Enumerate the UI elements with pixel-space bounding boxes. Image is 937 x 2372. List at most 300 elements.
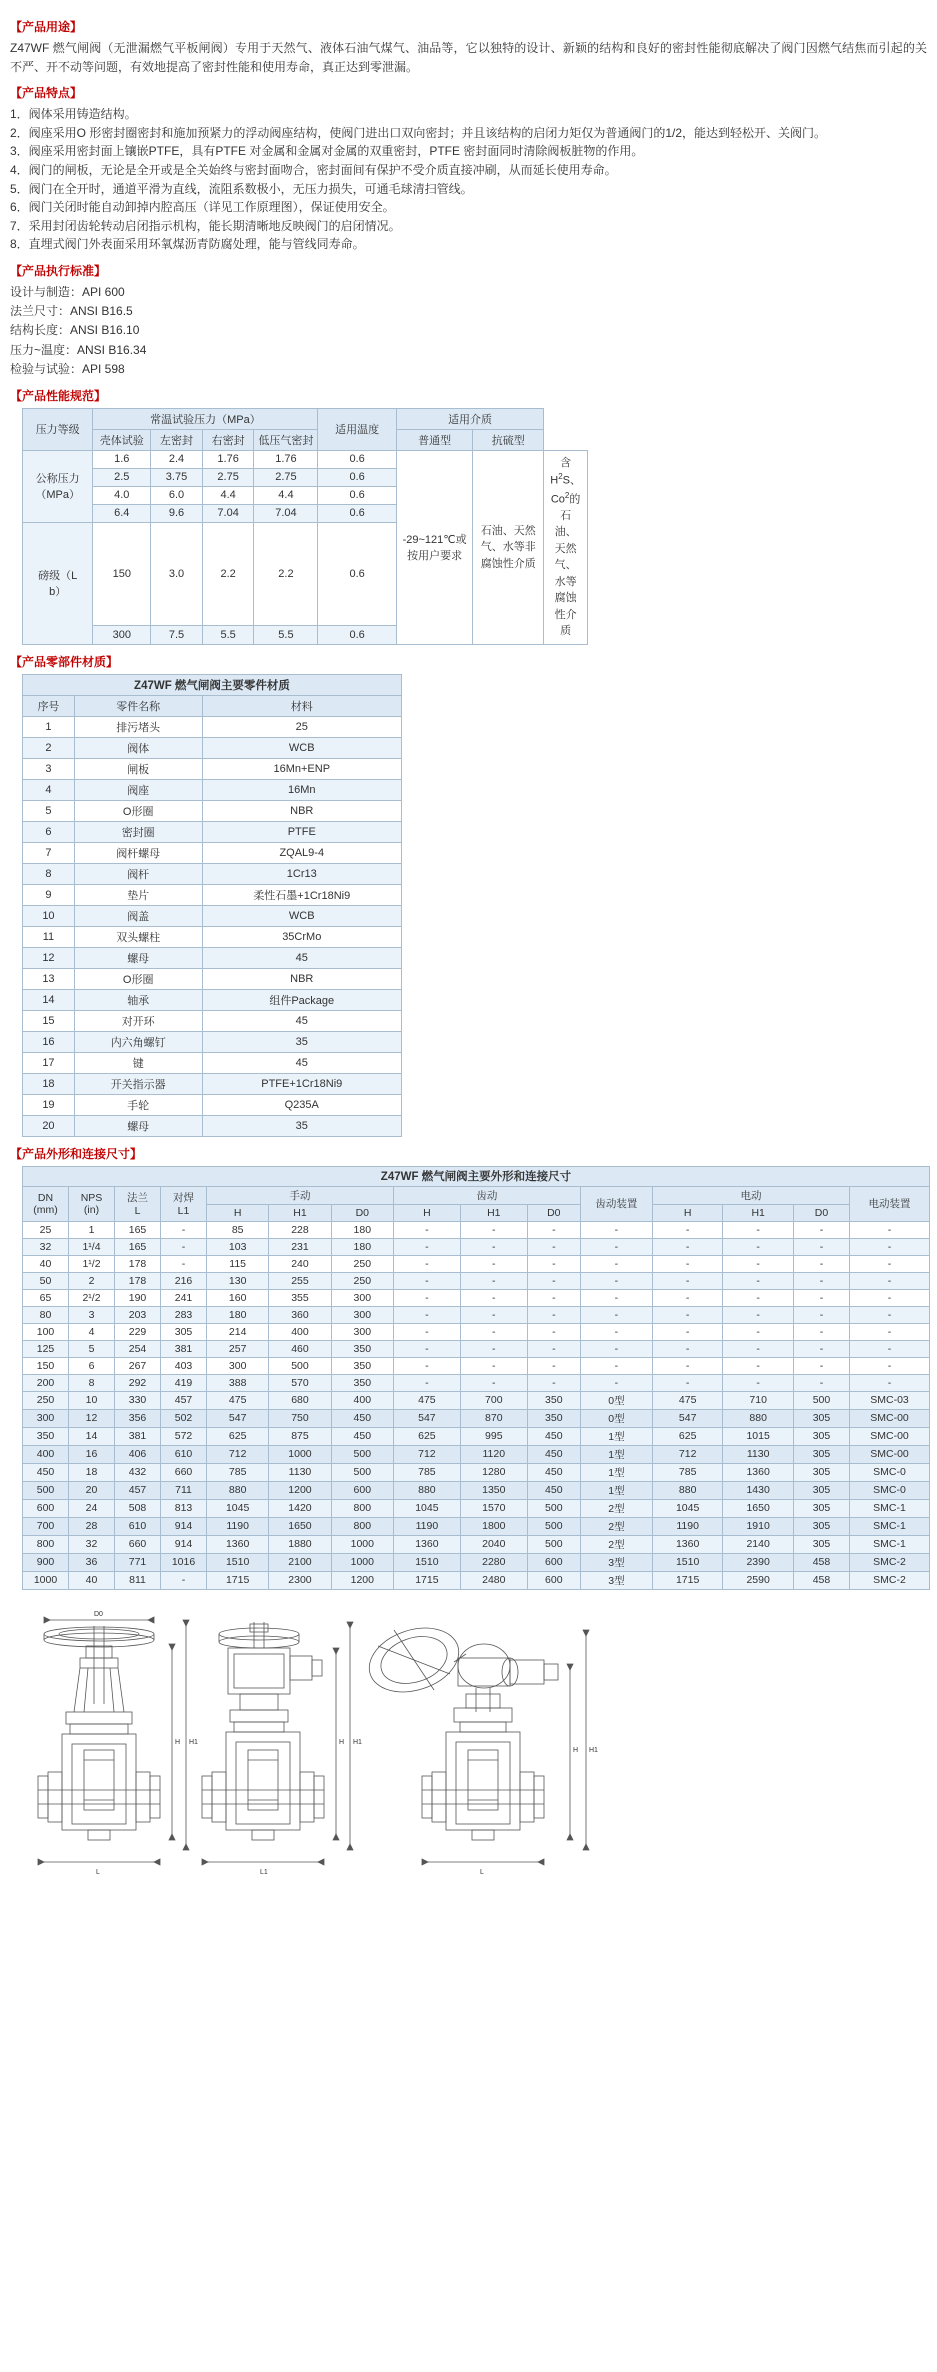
group-label-mpa: 公称压力 （MPa） <box>23 450 93 522</box>
cell: - <box>850 1357 930 1374</box>
cell: ZQAL9-4 <box>202 842 401 863</box>
cell: 1 <box>69 1221 115 1238</box>
cell: - <box>580 1357 652 1374</box>
cell: 500 <box>527 1517 580 1535</box>
cell: - <box>580 1306 652 1323</box>
cell: 1000 <box>331 1553 393 1571</box>
subheader-low-pressure-gas-seal: 低压气密封 <box>254 429 318 450</box>
cell: 7.04 <box>254 504 318 522</box>
cell: SMC-1 <box>850 1517 930 1535</box>
features-list <box>8 105 929 254</box>
cell: 1190 <box>207 1517 269 1535</box>
subheader-right-seal: 右密封 <box>202 429 254 450</box>
cell: - <box>793 1289 849 1306</box>
cell: 785 <box>652 1463 723 1481</box>
cell: 2 <box>23 737 75 758</box>
cell: 712 <box>652 1445 723 1463</box>
cell: 排污堵头 <box>74 716 202 737</box>
table-row <box>23 947 402 968</box>
cell: 45 <box>202 1010 401 1031</box>
cell: 200 <box>23 1374 69 1391</box>
cell: 880 <box>652 1481 723 1499</box>
table-row <box>23 1374 930 1391</box>
cell: 450 <box>527 1445 580 1463</box>
cell: - <box>460 1340 527 1357</box>
subheader-manual-h: H <box>207 1204 269 1221</box>
cell: - <box>793 1374 849 1391</box>
cell: 1715 <box>652 1571 723 1589</box>
table-row <box>23 905 402 926</box>
subheader-gear-h: H <box>393 1204 460 1221</box>
table-row <box>23 1031 402 1052</box>
cell: 300 <box>23 1409 69 1427</box>
cell: 1880 <box>269 1535 331 1553</box>
cell: - <box>161 1238 207 1255</box>
cell: 283 <box>161 1306 207 1323</box>
cell: 手轮 <box>74 1094 202 1115</box>
table-row <box>23 716 402 737</box>
cell: - <box>161 1255 207 1272</box>
cell: 阀杆螺母 <box>74 842 202 863</box>
table-row <box>23 1571 930 1589</box>
cell: - <box>652 1221 723 1238</box>
list-item: 3．阀座采用密封面上镶嵌PTFE，具有PTFE 对金属和金属对金属的双重密封，PTFE 密封面同时清除阀板脏物的作用。 <box>10 144 644 159</box>
table-title-row <box>23 1166 930 1186</box>
cell: - <box>652 1272 723 1289</box>
cell: 180 <box>331 1238 393 1255</box>
cell: - <box>652 1374 723 1391</box>
cell: 180 <box>331 1221 393 1238</box>
header-part-name: 零件名称 <box>74 695 202 716</box>
cell: - <box>393 1374 460 1391</box>
cell: 1型 <box>580 1427 652 1445</box>
cell: 500 <box>527 1535 580 1553</box>
cell: 6.0 <box>151 486 203 504</box>
cell: - <box>850 1221 930 1238</box>
header-media: 适用介质 <box>396 408 543 429</box>
cell: 457 <box>115 1481 161 1499</box>
section-title-materials: 【产品零部件材质】 <box>10 654 119 669</box>
cell: 1650 <box>269 1517 331 1535</box>
svg-text:D0: D0 <box>94 1610 103 1618</box>
cell: 18 <box>69 1463 115 1481</box>
cell: 870 <box>460 1409 527 1427</box>
cell: - <box>527 1374 580 1391</box>
cell: - <box>723 1357 794 1374</box>
table-row <box>23 1553 930 1571</box>
cell: - <box>723 1323 794 1340</box>
cell: - <box>460 1272 527 1289</box>
material-table <box>22 674 402 1137</box>
cell: 400 <box>269 1323 331 1340</box>
cell: 660 <box>115 1535 161 1553</box>
section-title-dimensions: 【产品外形和连接尺寸】 <box>10 1146 143 1161</box>
cell: 785 <box>207 1463 269 1481</box>
cell: 1200 <box>269 1481 331 1499</box>
cell: 65 <box>23 1289 69 1306</box>
cell: 1型 <box>580 1463 652 1481</box>
temperature-value-line1: -29~121℃或 <box>402 534 467 547</box>
cell: - <box>850 1238 930 1255</box>
cell: 25 <box>23 1221 69 1238</box>
cell: 880 <box>723 1409 794 1427</box>
table-header-row <box>23 408 588 429</box>
cell: 1360 <box>207 1535 269 1553</box>
cell: 5 <box>69 1340 115 1357</box>
cell: 1190 <box>393 1517 460 1535</box>
cell: 阀盖 <box>74 905 202 926</box>
cell: 712 <box>207 1445 269 1463</box>
cell: 2.2 <box>202 522 254 625</box>
cell: 625 <box>393 1427 460 1445</box>
cell: - <box>652 1289 723 1306</box>
cell: 257 <box>207 1340 269 1357</box>
cell: 330 <box>115 1391 161 1409</box>
cell: 400 <box>331 1391 393 1409</box>
table-row <box>23 968 402 989</box>
cell: 1016 <box>161 1553 207 1571</box>
cell: 11 <box>23 926 75 947</box>
table-row <box>23 1409 930 1427</box>
table-row <box>23 1499 930 1517</box>
table-row <box>23 1427 930 1445</box>
cell: 254 <box>115 1340 161 1357</box>
cell: - <box>652 1323 723 1340</box>
cell: 8 <box>69 1374 115 1391</box>
cell: 350 <box>23 1427 69 1445</box>
cell: 500 <box>527 1499 580 1517</box>
cell: 轴承 <box>74 989 202 1010</box>
cell: 50 <box>23 1272 69 1289</box>
cell: - <box>393 1289 460 1306</box>
cell: 880 <box>393 1481 460 1499</box>
header-pressure-class: 压力等级 <box>23 408 93 450</box>
cell: - <box>580 1238 652 1255</box>
cell: 458 <box>793 1553 849 1571</box>
cell: 密封圈 <box>74 821 202 842</box>
cell: 18 <box>23 1073 75 1094</box>
cell: 216 <box>161 1272 207 1289</box>
cell: 1Cr13 <box>202 863 401 884</box>
cell: PTFE+1Cr18Ni9 <box>202 1073 401 1094</box>
cell: 610 <box>115 1517 161 1535</box>
cell: 24 <box>69 1499 115 1517</box>
cell: 1130 <box>723 1445 794 1463</box>
cell: 阀杆 <box>74 863 202 884</box>
header-electric-device: 电动装置 <box>850 1186 930 1221</box>
cell: 1800 <box>460 1517 527 1535</box>
table-row <box>23 1306 930 1323</box>
table-row <box>23 1073 402 1094</box>
cell: 1360 <box>393 1535 460 1553</box>
cell: 0.6 <box>318 626 396 645</box>
cell: 1¹/4 <box>69 1238 115 1255</box>
performance-table <box>22 408 588 645</box>
cell: 阀座 <box>74 779 202 800</box>
cell: - <box>850 1306 930 1323</box>
cell: 460 <box>269 1340 331 1357</box>
header-buttweld: 对焊 L1 <box>161 1186 207 1221</box>
cell: 1420 <box>269 1499 331 1517</box>
cell: 165 <box>115 1238 161 1255</box>
cell: - <box>723 1255 794 1272</box>
cell: 1.76 <box>254 450 318 468</box>
cell: 16 <box>23 1031 75 1052</box>
cell: - <box>580 1272 652 1289</box>
cell: - <box>460 1374 527 1391</box>
cell: 2100 <box>269 1553 331 1571</box>
cell: 875 <box>269 1427 331 1445</box>
cell: 0型 <box>580 1391 652 1409</box>
list-item: 检验与试验：API 598 <box>10 361 125 376</box>
subheader-manual-h1: H1 <box>269 1204 331 1221</box>
cell: - <box>393 1272 460 1289</box>
cell: 292 <box>115 1374 161 1391</box>
table-row <box>23 779 402 800</box>
list-item: 法兰尺寸：ANSI B16.5 <box>10 304 133 319</box>
cell: 712 <box>393 1445 460 1463</box>
cell: - <box>580 1374 652 1391</box>
cell: 381 <box>161 1340 207 1357</box>
cell: 40 <box>23 1255 69 1272</box>
cell: 20 <box>69 1481 115 1499</box>
cell: 柔性石墨+1Cr18Ni9 <box>202 884 401 905</box>
group-label-lb: 磅级（L b） <box>23 522 93 644</box>
cell: NBR <box>202 800 401 821</box>
svg-text:H: H <box>339 1738 345 1746</box>
cell: 813 <box>161 1499 207 1517</box>
cell: 2300 <box>269 1571 331 1589</box>
cell: 458 <box>793 1571 849 1589</box>
cell: - <box>793 1357 849 1374</box>
cell: - <box>161 1571 207 1589</box>
table-row <box>23 1323 930 1340</box>
cell: 螺母 <box>74 947 202 968</box>
cell: 150 <box>93 522 151 625</box>
technical-drawings <box>14 1604 934 1907</box>
cell: - <box>393 1323 460 1340</box>
cell: 100 <box>23 1323 69 1340</box>
cell: SMC-0 <box>850 1481 930 1499</box>
cell: 0型 <box>580 1409 652 1427</box>
list-item: 8．直埋式阀门外表面采用环氧煤沥青防腐处理，能与管线同寿命。 <box>10 237 365 252</box>
svg-text:H: H <box>573 1746 579 1754</box>
table-row <box>23 821 402 842</box>
temperature-value-line2: 按用户要求 <box>407 550 463 563</box>
cell: 355 <box>269 1289 331 1306</box>
cell: - <box>723 1272 794 1289</box>
cell: - <box>793 1272 849 1289</box>
cell: O形圈 <box>74 800 202 821</box>
cell: 178 <box>115 1255 161 1272</box>
cell: 3.75 <box>151 468 203 486</box>
cell: 6 <box>23 821 75 842</box>
cell: 229 <box>115 1323 161 1340</box>
header-manual: 手动 <box>207 1186 394 1204</box>
cell: - <box>393 1340 460 1357</box>
cell: 2型 <box>580 1535 652 1553</box>
svg-text:L: L <box>96 1868 100 1876</box>
drawing-electric-valve <box>202 1622 362 1876</box>
cell: 1510 <box>652 1553 723 1571</box>
drawing-manual-valve <box>38 1611 198 1876</box>
cell: 250 <box>331 1255 393 1272</box>
section-title-standards: 【产品执行标准】 <box>10 263 107 278</box>
header-flange: 法兰 L <box>115 1186 161 1221</box>
cell: 190 <box>115 1289 161 1306</box>
standards-list <box>8 283 929 379</box>
subheader-manual-d0: D0 <box>331 1204 393 1221</box>
cell: 20 <box>23 1115 75 1136</box>
cell: 475 <box>207 1391 269 1409</box>
cell: 250 <box>331 1272 393 1289</box>
cell: 547 <box>393 1409 460 1427</box>
usage-paragraph: Z47WF 燃气闸阀（无泄漏燃气平板闸阀）专用于天然气、液体石油气煤气、油品等，它以独特的设计、新颖的结构和良好的密封性能彻底解决了阀门因燃气结焦而引起的关不严、开不动等问题，有效地提高了密封性能和使用寿命，真正达到零泄漏。 <box>10 41 927 74</box>
cell: - <box>793 1306 849 1323</box>
cell: 12 <box>69 1409 115 1427</box>
cell: 0.6 <box>318 450 396 468</box>
table-row <box>23 842 402 863</box>
cell: 45 <box>202 1052 401 1073</box>
cell: 500 <box>793 1391 849 1409</box>
cell-media-sulfur: 含$H^2S$、Co$^2$的石油、天然气、水等腐蚀性介质 <box>544 450 588 644</box>
table-row <box>23 1272 930 1289</box>
cell: 5.5 <box>254 626 318 645</box>
table-row <box>23 1052 402 1073</box>
cell: PTFE <box>202 821 401 842</box>
cell: 381 <box>115 1427 161 1445</box>
cell: - <box>161 1221 207 1238</box>
svg-text:H1: H1 <box>353 1738 362 1746</box>
cell: - <box>460 1255 527 1272</box>
cell: SMC-1 <box>850 1499 930 1517</box>
cell: 350 <box>331 1340 393 1357</box>
cell: - <box>580 1255 652 1272</box>
list-item: 压力~温度：ANSI B16.34 <box>10 342 147 357</box>
cell: 阀体 <box>74 737 202 758</box>
cell: 403 <box>161 1357 207 1374</box>
cell: 0.6 <box>318 504 396 522</box>
cell: 625 <box>207 1427 269 1445</box>
cell: 1000 <box>23 1571 69 1589</box>
header-gear: 齿动 <box>393 1186 580 1204</box>
cell: 350 <box>331 1357 393 1374</box>
table-row <box>23 1445 930 1463</box>
table-row <box>23 1255 930 1272</box>
cell: 6.4 <box>93 504 151 522</box>
cell: 1190 <box>652 1517 723 1535</box>
cell: 572 <box>161 1427 207 1445</box>
cell: 115 <box>207 1255 269 1272</box>
svg-text:H1: H1 <box>589 1746 598 1754</box>
cell: - <box>793 1221 849 1238</box>
list-item: 设计与制造：API 600 <box>10 284 125 299</box>
cell: 228 <box>269 1221 331 1238</box>
cell: - <box>723 1221 794 1238</box>
cell: 350 <box>527 1391 580 1409</box>
cell: - <box>723 1289 794 1306</box>
cell: 500 <box>331 1445 393 1463</box>
cell: - <box>460 1357 527 1374</box>
cell: 1015 <box>723 1427 794 1445</box>
list-item: 7．采用封闭齿轮转动启闭指示机构，能长期清晰地反映阀门的启闭情况。 <box>10 218 401 233</box>
subheader-electric-d0: D0 <box>793 1204 849 1221</box>
cell: 350 <box>331 1374 393 1391</box>
cell: 14 <box>69 1427 115 1445</box>
cell: 4.0 <box>93 486 151 504</box>
material-table-title: Z47WF 燃气闸阀主要零件材质 <box>23 674 402 695</box>
cell: 1510 <box>393 1553 460 1571</box>
cell: 17 <box>23 1052 75 1073</box>
cell: 4.4 <box>202 486 254 504</box>
cell: - <box>580 1221 652 1238</box>
cell: 25 <box>202 716 401 737</box>
cell: 2480 <box>460 1571 527 1589</box>
cell: 680 <box>269 1391 331 1409</box>
cell: - <box>460 1238 527 1255</box>
table-row <box>23 737 402 758</box>
cell: 2 <box>69 1272 115 1289</box>
cell: 995 <box>460 1427 527 1445</box>
cell: 36 <box>69 1553 115 1571</box>
cell: 3型 <box>580 1571 652 1589</box>
cell: - <box>793 1323 849 1340</box>
cell: 16Mn <box>202 779 401 800</box>
cell: 1000 <box>331 1535 393 1553</box>
table-row <box>23 989 402 1010</box>
cell: 0.6 <box>318 522 396 625</box>
cell: - <box>723 1306 794 1323</box>
cell: SMC-00 <box>850 1409 930 1427</box>
cell: WCB <box>202 905 401 926</box>
cell: 80 <box>23 1306 69 1323</box>
cell: 1360 <box>652 1535 723 1553</box>
cell-temperature <box>396 450 472 644</box>
cell: 625 <box>652 1427 723 1445</box>
cell: - <box>460 1221 527 1238</box>
cell: 547 <box>652 1409 723 1427</box>
cell: - <box>527 1255 580 1272</box>
cell: 160 <box>207 1289 269 1306</box>
cell: 700 <box>23 1517 69 1535</box>
cell: 178 <box>115 1272 161 1289</box>
cell: 450 <box>331 1409 393 1427</box>
cell: 双头螺柱 <box>74 926 202 947</box>
cell: 1000 <box>269 1445 331 1463</box>
cell: 305 <box>793 1445 849 1463</box>
cell: 85 <box>207 1221 269 1238</box>
cell: - <box>460 1323 527 1340</box>
cell: SMC-03 <box>850 1391 930 1409</box>
list-item: 2．阀座采用O 形密封圈密封和施加预紧力的浮动阀座结构，使阀门进出口双向密封；并且该结构的启闭力矩仅为普通阀门的1/2，能达到轻松开、关阀门。 <box>10 125 827 140</box>
cell: - <box>850 1340 930 1357</box>
cell: 1型 <box>580 1481 652 1499</box>
cell: 1910 <box>723 1517 794 1535</box>
cell: 2280 <box>460 1553 527 1571</box>
table-row <box>23 1115 402 1136</box>
header-electric: 电动 <box>652 1186 849 1204</box>
cell: 305 <box>793 1409 849 1427</box>
cell: - <box>723 1340 794 1357</box>
cell: 771 <box>115 1553 161 1571</box>
cell: - <box>460 1306 527 1323</box>
header-gear-device: 齿动装置 <box>580 1186 652 1221</box>
cell: - <box>393 1221 460 1238</box>
cell: 250 <box>23 1391 69 1409</box>
dimension-table <box>22 1166 930 1590</box>
cell: 1650 <box>723 1499 794 1517</box>
cell: 547 <box>207 1409 269 1427</box>
